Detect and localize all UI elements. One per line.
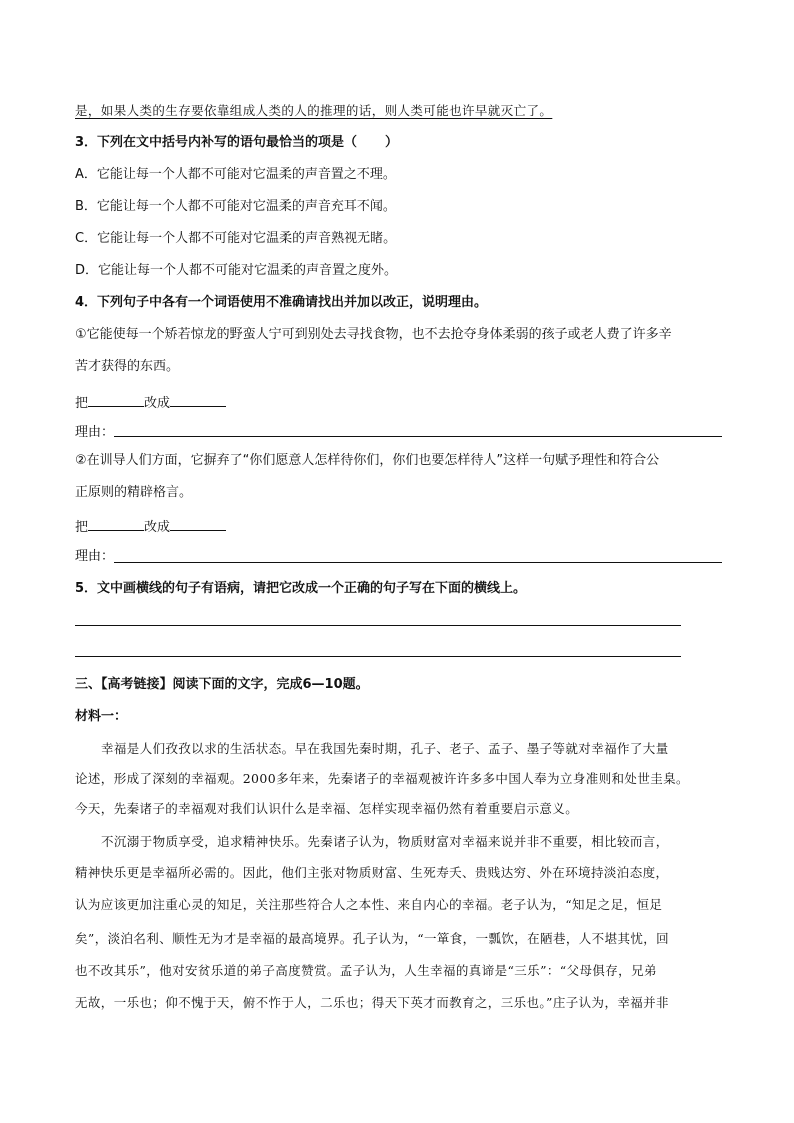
ba-label: 把 xyxy=(75,520,89,535)
question-3-option-a: A．它能让每一个人都不可能对它温柔的声音置之不理。 xyxy=(75,167,396,182)
section-3-heading: 三、【高考链接】阅读下面的文字，完成6—10题。 xyxy=(75,677,369,692)
passage-line: 认为应该更加注重心灵的知足，关注那些符合人之本性、来自内心的幸福。老子认为，“知足之足，恒足 xyxy=(75,897,663,912)
question-3-option-c: C．它能让每一个人都不可能对它温柔的声音熟视无睹。 xyxy=(75,231,397,246)
question-4-sentence-1-line-1: ①它能使每一个矫若惊龙的野蛮人宁可到别处去寻找食物，也不去抢夺身体柔弱的孩子或老人费了许多辛 xyxy=(75,327,672,342)
question-4-stem: 4．下列句子中各有一个词语使用不准确请找出并加以改正，说明理由。 xyxy=(75,295,488,310)
original-word-blank-1[interactable] xyxy=(88,392,144,407)
passage-line: 幸福是人们孜孜以求的生活状态。早在我国先秦时期，孔子、老子、孟子、墨子等就对幸福作了大量 xyxy=(101,741,669,756)
previous-passage-fragment: 是，如果人类的生存要依靠组成人类的人的推理的话，则人类可能也许早就灭亡了。 xyxy=(75,103,553,118)
passage-line: 今天，先秦诸子的幸福观对我们认识什么是幸福、怎样实现幸福仍然有着重要启示意义。 xyxy=(75,801,579,816)
gaicheng-label: 改成 xyxy=(144,396,171,411)
question-4-sentence-1-line-2: 苦才获得的东西。 xyxy=(75,359,180,374)
question-5-stem: 5．文中画横线的句子有语病，请把它改成一个正确的句子写在下面的横线上。 xyxy=(75,581,527,596)
correction-row-2 xyxy=(75,516,226,537)
passage-line: 精神快乐更是幸福所必需的。因此，他们主张对物质财富、生死寿夭、贵贱达穷、外在环境持淡泊态度， xyxy=(75,865,669,880)
corrected-word-blank-1[interactable] xyxy=(170,392,226,407)
correction-row-1 xyxy=(75,392,226,413)
question-3-stem xyxy=(75,134,398,152)
corrected-word-blank-2[interactable] xyxy=(170,516,226,531)
gaicheng-label: 改成 xyxy=(144,520,171,535)
ba-label: 把 xyxy=(75,396,89,411)
passage-line: 不沉溺于物质享受，追求精神快乐。先秦诸子认为，物质财富对幸福来说并非不重要，相比较而言， xyxy=(101,834,669,849)
question-3-stem-close: ） xyxy=(385,135,399,150)
passage-line: 也不改其乐”，他对安贫乐道的弟子高度赞赏。孟子认为，人生幸福的真谛是“三乐”：“父母俱存，兄弟 xyxy=(75,963,657,978)
answer-line-1[interactable] xyxy=(75,625,681,626)
passage-line: 论述，形成了深刻的幸福观。2000多年来，先秦诸子的幸福观被许许多多中国人奉为立身准则和处世圭臬。 xyxy=(75,771,689,786)
reason-label-2: 理由： xyxy=(75,549,115,564)
reason-answer-line-2[interactable] xyxy=(114,562,722,563)
reason-answer-line-1[interactable] xyxy=(114,436,722,437)
answer-line-2[interactable] xyxy=(75,656,681,657)
question-4-sentence-2-line-2: 正原则的精辟格言。 xyxy=(75,485,193,500)
question-3-option-d: D．它能让每一个人都不可能对它温柔的声音置之度外。 xyxy=(75,263,398,278)
question-3-stem-text: 3．下列在文中括号内补写的语句最恰当的项是（ xyxy=(75,135,358,150)
passage-line: 无故，一乐也；仰不愧于天，俯不怍于人，二乐也；得天下英才而教育之，三乐也。”庄子认为，幸福并非 xyxy=(75,995,669,1010)
question-3-option-b: B．它能让每一个人都不可能对它温柔的声音充耳不闻。 xyxy=(75,199,396,214)
passage-line: 矣”，淡泊名利、顺性无为才是幸福的最高境界。孔子认为，“一箪食，一瓢饮，在陋巷，人不堪其忧，回 xyxy=(75,931,670,946)
reason-label-1: 理由： xyxy=(75,425,115,440)
question-4-sentence-2-line-1: ②在训导人们方面，它摒弃了“你们愿意人怎样待你们，你们也要怎样待人”这样一句赋予理性和符合公 xyxy=(75,453,660,468)
material-1-label: 材料一： xyxy=(75,709,128,724)
original-word-blank-2[interactable] xyxy=(88,516,144,531)
